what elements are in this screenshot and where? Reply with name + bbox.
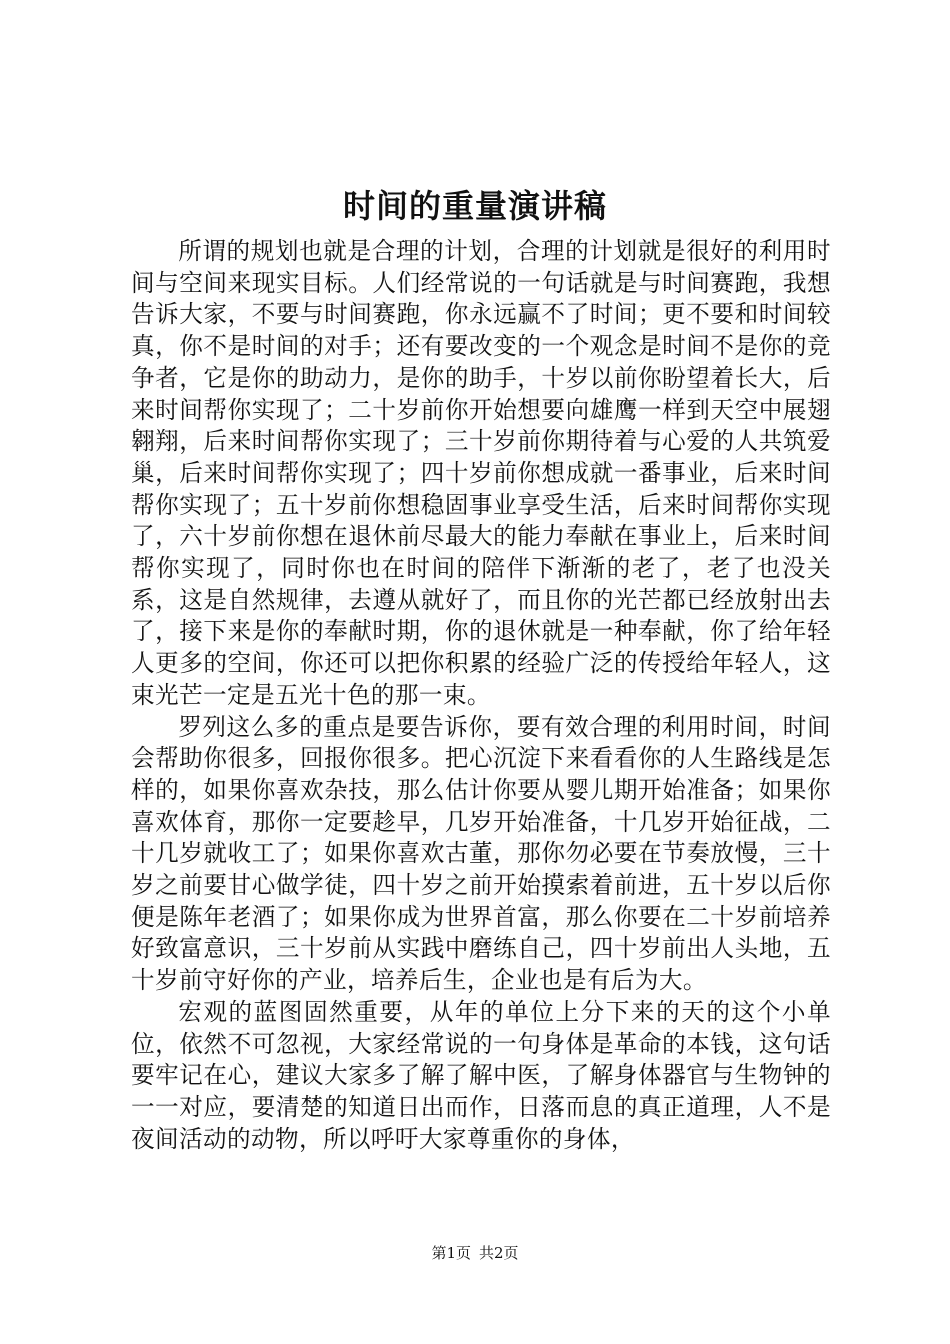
page-number-total: 共2页 [479,1244,519,1262]
paragraph-2: 罗列这么多的重点是要告诉你，要有效合理的利用时间，时间会帮助你很多，回报你很多。把心沉淀下来看看你的人生路线是怎样的，如果你喜欢杂技，那么估计你要从婴儿期开始准备；如果你喜欢体育，那你一定要趁早，几岁开始准备，十几岁开始征战，二十几岁就收工了；如果你喜欢古董，那你勿必要在节奏放慢，三十岁之前要甘心做学徒，四十岁之前开始摸索着前进，五十岁以后你便是陈年老酒了；如果你成为世界首富，那么你要在二十岁前培养好致富意识，三十岁前从实践中磨练自己，四十岁前出人头地，五十岁前守好你的产业，培养后生，企业也是有后为大。 [131,712,831,995]
document-body [131,236,831,1155]
paragraph-3: 宏观的蓝图固然重要，从年的单位上分下来的天的这个小单位，依然不可忽视，大家经常说的一句身体是革命的本钱，这句话要牢记在心，建议大家多了解了解中医，了解身体器官与生物钟的一一对应，要清楚的知道日出而作，日落而息的真正道理，人不是夜间活动的动物，所以呼吁大家尊重你的身体， [131,997,831,1153]
document-title: 时间的重量演讲稿 [342,187,607,225]
page-number-current: 第1页 [431,1244,471,1262]
page-footer [0,1243,950,1263]
paragraph-1: 所谓的规划也就是合理的计划，合理的计划就是很好的利用时间与空间来现实目标。人们经常说的一句话就是与时间赛跑，我想告诉大家，不要与时间赛跑，你永远赢不了时间；更不要和时间较真，你不是时间的对手；还有要改变的一个观念是时间不是你的竞争者，它是你的助动力，是你的助手，十岁以前你盼望着长大，后来时间帮你实现了；二十岁前你开始想要向雄鹰一样到天空中展翅翱翔，后来时间帮你实现了；三十岁前你期待着与心爱的人共筑爱巢，后来时间帮你实现了；四十岁前你想成就一番事业，后来时间帮你实现了；五十岁前你想稳固事业享受生活，后来时间帮你实现了，六十岁前你想在退休前尽最大的能力奉献在事业上，后来时间帮你实现了，同时你也在时间的陪伴下渐渐的老了，老了也没关系，这是自然规律，去遵从就好了，而且你的光芒都已经放射出去了，接下来是你的奉献时期，你的退休就是一种奉献，你了给年轻人更多的空间，你还可以把你积累的经验广泛的传授给年轻人，这束光芒一定是五光十色的那一束。 [131,237,831,709]
